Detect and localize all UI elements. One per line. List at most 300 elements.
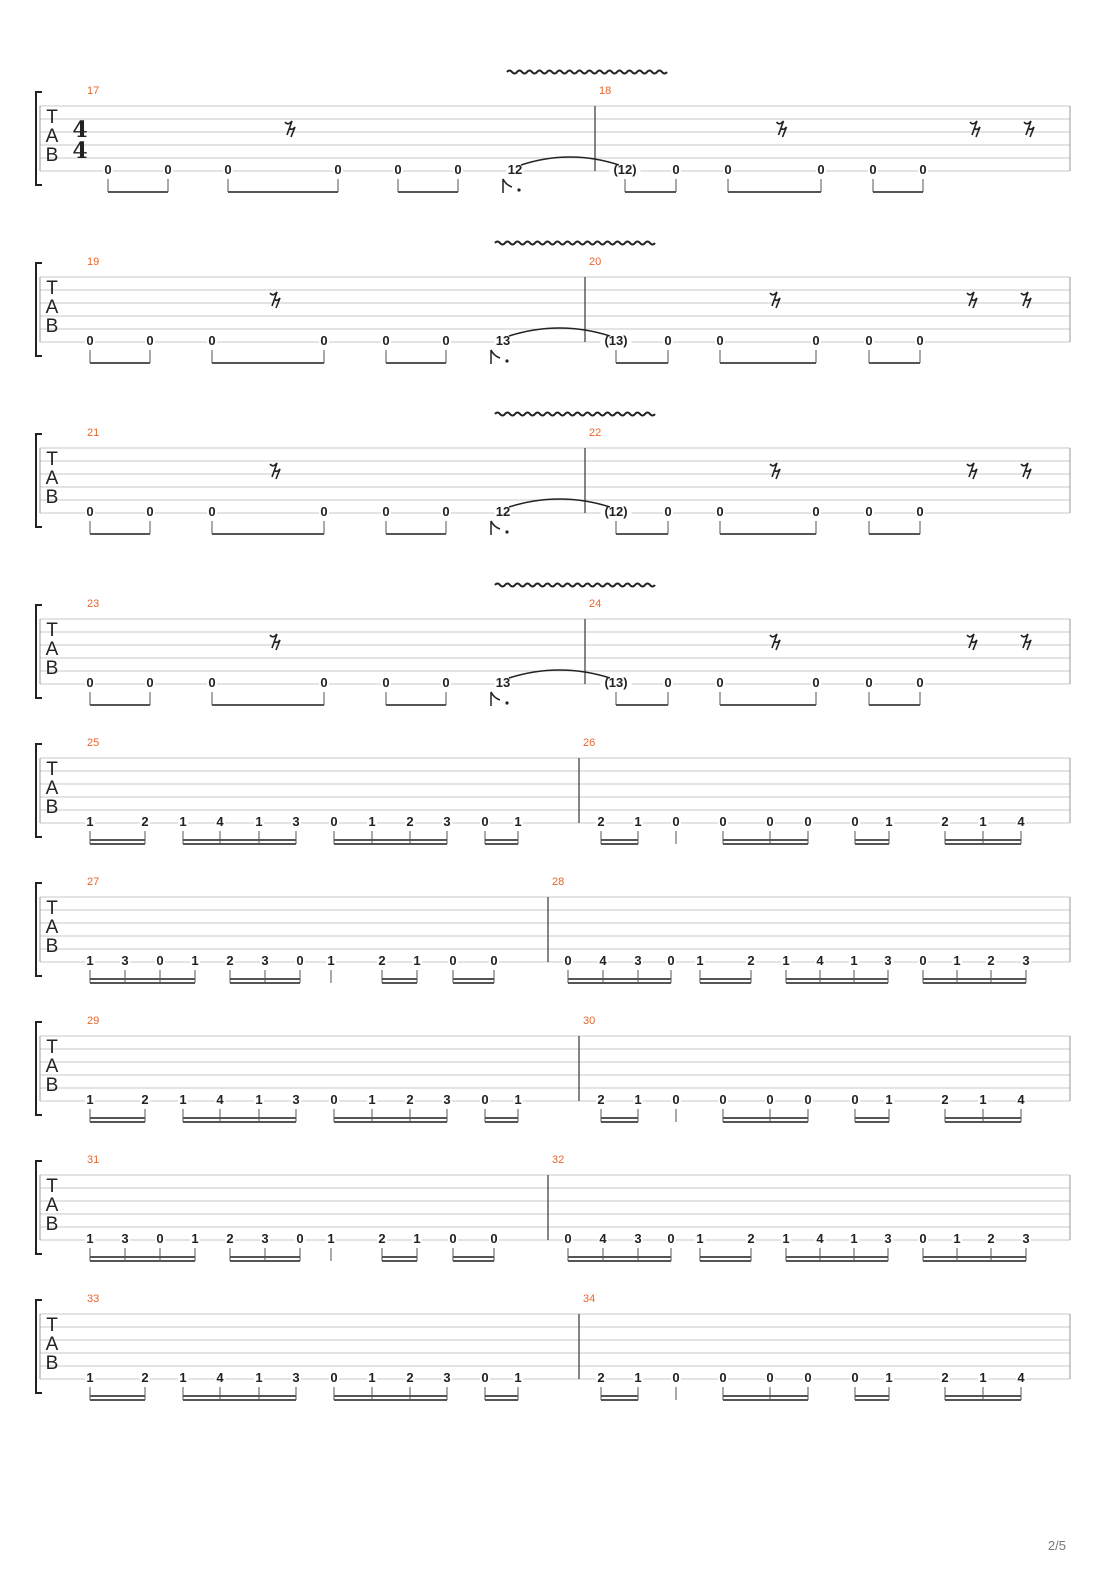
beam-secondary [485,1395,518,1397]
fret-number: 4 [1017,1370,1025,1385]
fret-number: 4 [599,1231,607,1246]
beam [568,1260,671,1262]
beam [723,1121,808,1123]
fret-number: 0 [156,953,164,968]
fret-number: 0 [382,333,390,348]
rest-icon [770,292,780,308]
fret-number: 1 [953,1231,961,1246]
fret-number: 0 [320,333,328,348]
beam-secondary [700,978,751,980]
tab-clef-letter: B [45,797,59,818]
fret-number: 1 [514,814,522,829]
fret-number: 1 [514,1370,522,1385]
beam [90,1399,145,1401]
fret-number: 0 [330,814,338,829]
beam [720,362,816,364]
tab-clef-letter: T [46,278,58,299]
tab-clef-letter: B [45,145,59,166]
note-flag [503,179,512,193]
fret-number: 0 [869,162,877,177]
fret-number: 0 [804,814,812,829]
beam [183,843,296,845]
measure-number: 19 [87,256,100,268]
fret-number: 1 [850,953,858,968]
fret-number: 1 [368,1092,376,1107]
fret-number: 3 [292,1370,300,1385]
beam [568,982,671,984]
fret-number: 0 [208,333,216,348]
fret-number: 0 [865,333,873,348]
fret-number: 4 [816,953,824,968]
vibrato-wave-icon [507,71,667,74]
fret-number: 0 [851,1092,859,1107]
fret-number: 0 [916,675,924,690]
beam [212,533,324,535]
beam-secondary [945,1395,1021,1397]
beam [183,1121,296,1123]
beam-secondary [923,978,1026,980]
beam [625,191,676,193]
fret-number: 0 [296,1231,304,1246]
fret-number: 1 [850,1231,858,1246]
tab-clef-letter: T [46,1037,58,1058]
beam [601,1121,638,1123]
beam [212,704,324,706]
fret-number: 0 [490,1231,498,1246]
beam-secondary [601,839,638,841]
rest-icon [770,634,780,650]
fret-number: 3 [1022,1231,1030,1246]
fret-number: 0 [664,675,672,690]
tab-clef-letter: T [46,898,58,919]
fret-number: (12) [604,504,628,519]
fret-number: 0 [804,1092,812,1107]
tab-clef-letter: T [46,1176,58,1197]
beam [382,982,417,984]
fret-number: 0 [330,1370,338,1385]
beam-secondary [453,1256,494,1258]
tab-clef-letter: A [45,1056,59,1077]
fret-number: 0 [766,1370,774,1385]
fret-number: 1 [191,953,199,968]
dot-icon [505,359,508,362]
fret-number: 0 [865,675,873,690]
fret-number: 3 [261,953,269,968]
fret-number: 0 [490,953,498,968]
beam-secondary [723,1117,808,1119]
fret-number: 0 [146,504,154,519]
beam [485,1121,518,1123]
rest-icon [770,463,780,479]
fret-number: 1 [953,953,961,968]
fret-number: 0 [812,504,820,519]
fret-number: 0 [86,333,94,348]
fret-number: 0 [330,1092,338,1107]
rest-icon [1021,634,1031,650]
beam [700,1260,751,1262]
tab-clef-letter: B [45,936,59,957]
fret-number: 0 [320,504,328,519]
fret-number: 1 [86,1370,94,1385]
fret-number: 0 [382,504,390,519]
fret-number: 0 [208,504,216,519]
beam [90,1260,195,1262]
fret-number: 1 [782,1231,790,1246]
fret-number: 2 [747,953,755,968]
fret-number: 4 [1017,814,1025,829]
beam [728,191,821,193]
beam [945,843,1021,845]
beam-secondary [230,1256,300,1258]
rest-icon [270,634,280,650]
fret-number: 0 [164,162,172,177]
fret-number: 0 [664,504,672,519]
fret-number: 3 [884,1231,892,1246]
beam-secondary [723,839,808,841]
fret-number: 0 [564,1231,572,1246]
measure-number: 21 [87,427,100,439]
beam-secondary [230,978,300,980]
measure-number: 18 [599,85,612,97]
beam [485,1399,518,1401]
fret-number: 1 [696,1231,704,1246]
beam-secondary [453,978,494,980]
fret-number: 0 [919,1231,927,1246]
fret-number: 0 [320,675,328,690]
fret-number: 0 [442,333,450,348]
beam [873,191,923,193]
fret-number: 1 [368,814,376,829]
beam-secondary [700,1256,751,1258]
fret-number: 0 [146,333,154,348]
beam-secondary [334,1117,447,1119]
rest-icon [967,463,977,479]
fret-number: 0 [104,162,112,177]
fret-number: 0 [442,675,450,690]
fret-number: 2 [941,814,949,829]
fret-number: 4 [816,1231,824,1246]
tab-clef-letter: B [45,1214,59,1235]
fret-number: 0 [812,333,820,348]
beam-secondary [923,1256,1026,1258]
fret-number: 1 [634,814,642,829]
fret-number: 2 [378,953,386,968]
fret-number: 4 [1017,1092,1025,1107]
beam-secondary [183,1117,296,1119]
tab-clef-letter: A [45,297,59,318]
fret-number: 1 [885,1370,893,1385]
fret-number: 1 [634,1370,642,1385]
measure-number: 20 [589,256,602,268]
beam [453,982,494,984]
beam [700,982,751,984]
fret-number: 2 [378,1231,386,1246]
tab-system [36,737,1070,845]
beam [855,843,889,845]
measure-number: 34 [583,1293,596,1305]
measure-number: 24 [589,598,602,610]
fret-number: 0 [672,1370,680,1385]
beam-secondary [786,978,888,980]
measure-number: 30 [583,1015,596,1027]
fret-number: 2 [226,1231,234,1246]
beam [869,704,920,706]
beam-secondary [90,1117,145,1119]
fret-number: 2 [941,1370,949,1385]
beam [334,1399,447,1401]
beam-secondary [183,1395,296,1397]
fret-number: 1 [885,814,893,829]
tab-clef-letter: T [46,620,58,641]
fret-number: 0 [664,333,672,348]
measure-number: 29 [87,1015,100,1027]
fret-number: 0 [724,162,732,177]
beam [720,533,816,535]
fret-number: 0 [719,814,727,829]
measure-number: 23 [87,598,100,610]
beam [212,362,324,364]
time-signature-top: 4 [72,117,88,143]
beam-secondary [485,839,518,841]
fret-number: 0 [146,675,154,690]
beam [485,843,518,845]
fret-number: 1 [255,1370,263,1385]
fret-number: 0 [564,953,572,968]
time-signature-bottom: 4 [72,138,88,164]
fret-number: 12 [495,504,511,519]
beam [398,191,458,193]
fret-number: 0 [156,1231,164,1246]
measure-number: 27 [87,876,100,888]
fret-number: 0 [449,953,457,968]
fret-number: 0 [719,1370,727,1385]
tab-system [36,1293,1070,1401]
fret-number: 3 [443,1370,451,1385]
tab-clef-letter: T [46,449,58,470]
fret-number: 1 [179,1092,187,1107]
beam-secondary [601,1395,638,1397]
beam [90,1121,145,1123]
fret-number: 13 [495,675,511,690]
tab-clef-letter: A [45,126,59,147]
fret-number: 0 [804,1370,812,1385]
fret-number: 1 [979,1092,987,1107]
beam [453,1260,494,1262]
dot-icon [505,701,508,704]
fret-number: 3 [292,1092,300,1107]
vibrato-wave-icon [495,413,655,416]
measure-number: 25 [87,737,100,749]
fret-number: 1 [634,1092,642,1107]
vibrato-wave-icon [495,584,655,587]
fret-number: 4 [216,1370,224,1385]
fret-number: 0 [672,814,680,829]
fret-number: 4 [216,1092,224,1107]
beam-secondary [183,839,296,841]
beam-secondary [855,839,889,841]
beam [601,843,638,845]
fret-number: 1 [191,1231,199,1246]
tab-clef-letter: B [45,1075,59,1096]
beam [855,1399,889,1401]
note-flag [491,521,500,535]
beam [382,1260,417,1262]
beam [90,982,195,984]
fret-number: 3 [634,953,642,968]
fret-number: 1 [413,953,421,968]
fret-number: 0 [382,675,390,690]
beam [786,1260,888,1262]
fret-number: 0 [442,504,450,519]
measure-number: 28 [552,876,565,888]
fret-number: 1 [86,1092,94,1107]
fret-number: 1 [368,1370,376,1385]
tab-system [36,876,1070,984]
beam [386,362,446,364]
beam-secondary [334,839,447,841]
fret-number: 1 [885,1092,893,1107]
fret-number: 0 [667,1231,675,1246]
fret-number: 0 [916,504,924,519]
fret-number: 4 [599,953,607,968]
fret-number: 1 [179,814,187,829]
beam [855,1121,889,1123]
tab-clef-letter: T [46,759,58,780]
fret-number: 3 [292,814,300,829]
beam [334,843,447,845]
fret-number: 0 [817,162,825,177]
fret-number: 2 [987,953,995,968]
beam-secondary [723,1395,808,1397]
tab-clef-letter: T [46,107,58,128]
beam [869,362,920,364]
tab-clef-letter: T [46,1315,58,1336]
note-flag [491,692,500,706]
beam [616,533,668,535]
fret-number: 0 [766,814,774,829]
beam [228,191,338,193]
beam [786,982,888,984]
tab-system [36,413,1070,536]
beam-secondary [786,1256,888,1258]
beam-secondary [568,978,671,980]
fret-number: 0 [865,504,873,519]
fret-number: 1 [179,1370,187,1385]
fret-number: 0 [812,675,820,690]
fret-number: 0 [716,504,724,519]
beam [183,1399,296,1401]
beam [108,191,168,193]
fret-number: (13) [604,333,628,348]
beam [90,704,150,706]
fret-number: 0 [719,1092,727,1107]
measure-number: 31 [87,1154,100,1166]
fret-number: 0 [716,333,724,348]
beam-secondary [90,978,195,980]
fret-number: 0 [296,953,304,968]
rest-icon [285,121,295,137]
rest-icon [967,292,977,308]
tab-clef-letter: A [45,639,59,660]
measure-number: 17 [87,85,100,97]
beam-secondary [90,1256,195,1258]
rest-icon [1021,463,1031,479]
fret-number: 1 [255,1092,263,1107]
fret-number: 2 [406,1370,414,1385]
rest-icon [967,634,977,650]
fret-number: 2 [941,1092,949,1107]
fret-number: 0 [208,675,216,690]
rest-icon [270,292,280,308]
tab-clef-letter: B [45,1353,59,1374]
beam-secondary [855,1117,889,1119]
tab-system [36,584,1070,707]
beam-secondary [90,1395,145,1397]
fret-number: 3 [1022,953,1030,968]
fret-number: 4 [216,814,224,829]
tab-system [36,71,1070,194]
beam [90,843,145,845]
fret-number: 0 [481,1092,489,1107]
beam [945,1399,1021,1401]
fret-number: 2 [597,1370,605,1385]
rest-icon [777,121,787,137]
fret-number: 0 [672,162,680,177]
beam [945,1121,1021,1123]
beam [601,1399,638,1401]
fret-number: 0 [851,1370,859,1385]
fret-number: 0 [851,814,859,829]
beam [723,1399,808,1401]
beam [230,1260,300,1262]
fret-number: 2 [141,814,149,829]
beam-secondary [568,1256,671,1258]
fret-number: 2 [141,1092,149,1107]
fret-number: 0 [86,675,94,690]
beam [720,704,816,706]
fret-number: 2 [406,814,414,829]
beam [616,362,668,364]
beam [230,982,300,984]
beam [869,533,920,535]
rest-icon [270,463,280,479]
fret-number: 1 [979,814,987,829]
beam [923,1260,1026,1262]
fret-number: 1 [86,814,94,829]
tab-system [36,1015,1070,1123]
fret-number: 3 [634,1231,642,1246]
beam [616,704,668,706]
fret-number: 2 [597,1092,605,1107]
fret-number: 0 [766,1092,774,1107]
beam [334,1121,447,1123]
fret-number: 0 [481,1370,489,1385]
beam-secondary [485,1117,518,1119]
note-flag [491,350,500,364]
tab-clef-letter: A [45,468,59,489]
measure-number: 33 [87,1293,100,1305]
fret-number: 13 [495,333,511,348]
fret-number: (13) [604,675,628,690]
fret-number: 0 [481,814,489,829]
beam [386,704,446,706]
beam-secondary [601,1117,638,1119]
fret-number: 0 [454,162,462,177]
measure-number: 22 [589,427,602,439]
rest-icon [1021,292,1031,308]
fret-number: 1 [327,953,335,968]
fret-number: 1 [413,1231,421,1246]
